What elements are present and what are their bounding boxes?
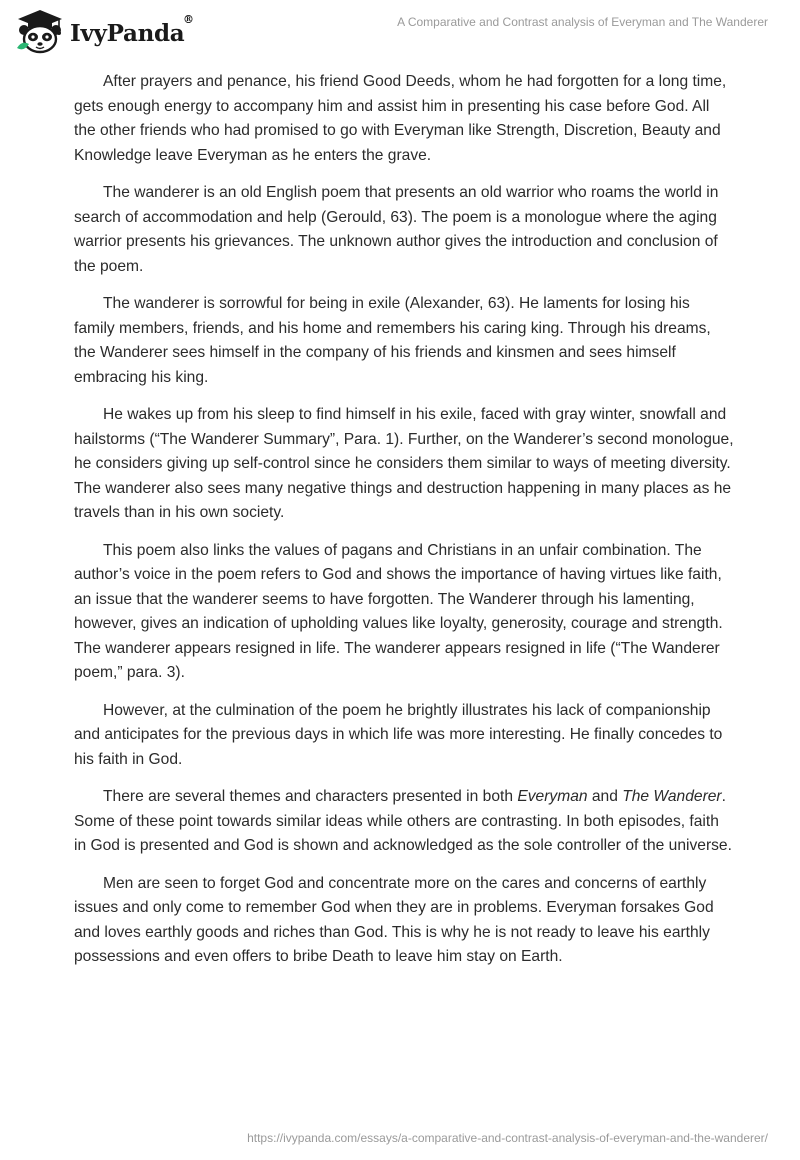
ivypanda-logo[interactable] [14,8,184,54]
panda-graduation-icon [14,8,66,54]
essay-body [74,70,734,983]
paragraph: After prayers and penance, his friend Good Deeds, whom he had forgotten for a long time, gets enough energy to accompany him and assist him in presenting his case before God. All the other friends who had promised to go with Everyman like Strength, Discretion, Beauty and Knowledge leave Everyman as he enters the grave. [74,73,727,164]
paragraph: He wakes up from his sleep to find himself in his exile, faced with gray winter, snowfall and hailstorms (“The Wanderer Summary”, Para. 1). Further, on the Wanderer’s second monologue, he considers giving up self-control since he considers them similar to ways of meeting diversity. The wanderer also sees many negative things and destruction happening in many places as he travels than in his own society. [74,406,734,521]
paragraph: The wanderer is sorrowful for being in exile (Alexander, 63). He laments for losing his family members, friends, and his home and remembers his caring king. Through his dreams, the Wanderer sees himself in the company of his friends and kinsmen and sees himself embracing his king. [74,295,711,386]
paragraph: This poem also links the values of pagans and Christians in an unfair combination. The author’s voice in the poem refers to God and shows the importance of having virtues like faith, an issue that the wanderer seems to have forgotten. The Wanderer through his lamenting, however, gives an indication of upholding values like loyalty, generosity, courage and strength. The wanderer appears resigned in life. The wanderer appears resigned in life (“The Wanderer poem,” para. 3). [74,541,723,681]
registered-mark: ® [183,13,194,26]
logo-wordmark: IvyPanda [70,19,185,47]
title-everyman: Everyman [517,788,588,805]
document-title: A Comparative and Contrast analysis of Everyman and The Wanderer [397,15,768,29]
page-header [0,0,800,60]
paragraph: Men are seen to forget God and concentrate more on the cares and concerns of earthly issues and only come to remember God when they are in problems. Everyman forsakes God and loves earthly goods and riches than God. This is why he is not ready to leave his earthly possessions and even offers to bribe Death to leave him stay on Earth. [74,874,714,965]
title-the-wanderer: The Wanderer [622,788,722,805]
source-url[interactable]: https://ivypanda.com/essays/a-comparative-and-contrast-analysis-of-everyman-and-the-wanderer/ [247,1131,768,1145]
themes-text-middle: and [587,788,623,805]
paragraph: The wanderer is an old English poem that presents an old warrior who roams the world in search of accommodation and help (Gerould, 63). The poem is a monologue where the aging warrior presents his grievances. The unknown author gives the introduction and conclusion of the poem. [74,184,719,275]
paragraph-themes [74,785,734,859]
paragraph: However, at the culmination of the poem he brightly illustrates his lack of companionship and anticipates for the previous days in which life was more interesting. He finally concedes to his faith in God. [74,701,723,768]
themes-text-before: There are several themes and characters presented in both [103,788,518,805]
themes-text-after: . Some of these point towards similar ideas while others are contrasting. In both episodes, faith in God is presented and God is shown and acknowledged as the sole controller of the universe. [74,788,732,854]
